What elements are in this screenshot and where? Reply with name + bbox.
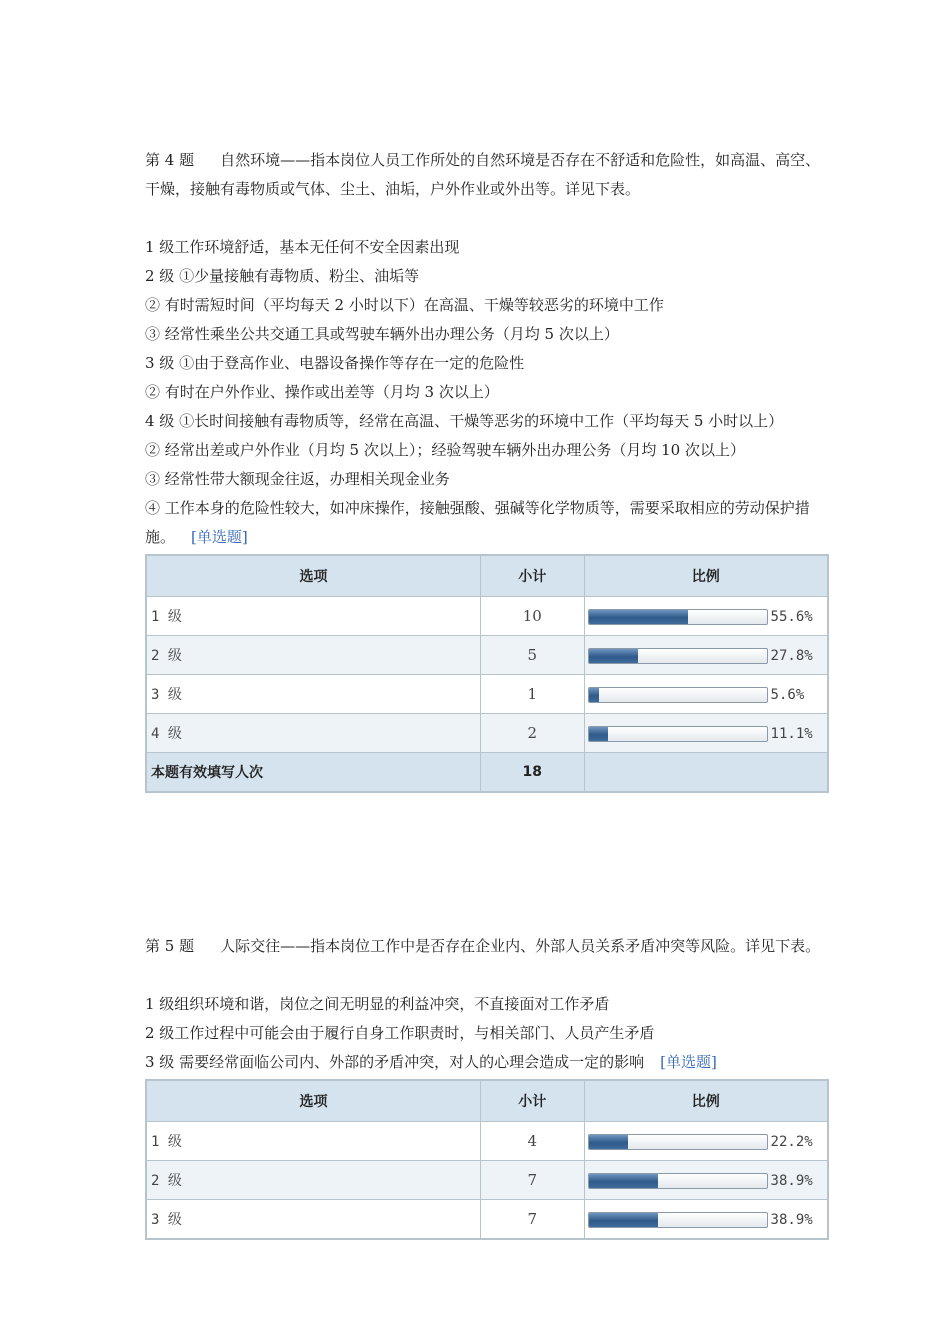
table-row [146, 597, 828, 636]
header-option: 选项 [146, 555, 480, 597]
ratio-percent: 55.6% [770, 609, 813, 625]
total-empty-cell [584, 753, 828, 793]
ratio-cell [584, 675, 828, 714]
option-label: 3 级 [146, 675, 480, 714]
option-count: 4 [480, 1122, 584, 1161]
ratio-cell [584, 1200, 828, 1240]
ratio-cell [584, 1122, 828, 1161]
progress-bar [588, 726, 768, 742]
option-count: 1 [480, 675, 584, 714]
q5-level-3 [145, 1048, 830, 1077]
q4-question-type-tag: [单选题] [191, 528, 248, 546]
progress-fill [589, 649, 638, 663]
header-count: 小计 [480, 555, 584, 597]
ratio-percent: 27.8% [770, 648, 813, 664]
option-label: 2 级 [146, 1161, 480, 1200]
progress-bar [588, 1173, 768, 1189]
table-header-row [146, 555, 828, 597]
ratio-percent: 5.6% [770, 687, 805, 703]
q5-level-1: 1 级组织环境和谐，岗位之间无明显的利益冲突，不直接面对工作矛盾 [145, 995, 610, 1013]
option-label: 1 级 [146, 597, 480, 636]
total-label: 本题有效填写人次 [146, 753, 480, 793]
ratio-cell [584, 714, 828, 753]
header-ratio: 比例 [584, 555, 828, 597]
q4-level-2c: ③ 经常性乘坐公共交通工具或驾驶车辆外出办理公务（月均 5 次以上） [145, 325, 619, 343]
question-4-intro [145, 146, 830, 204]
header-ratio: 比例 [584, 1080, 828, 1122]
progress-fill [589, 610, 688, 624]
table-total-row [146, 753, 828, 793]
progress-fill [589, 688, 599, 702]
question-4-description: 自然环境——指本岗位人员工作所处的自然环境是否存在不舒适和危险性，如高温、高空、干燥，接触有毒物质或气体、尘土、油垢，户外作业或外出等。详见下表。 [145, 151, 821, 198]
q4-level-4d [145, 494, 830, 552]
q4-level-3a: 3 级 ①由于登高作业、电器设备操作等存在一定的危险性 [145, 354, 525, 372]
q4-level-1: 1 级工作环境舒适，基本无任何不安全因素出现 [145, 238, 460, 256]
ratio-cell [584, 636, 828, 675]
ratio-percent: 11.1% [770, 726, 813, 742]
q5-stats-table [145, 1079, 829, 1240]
option-label: 2 级 [146, 636, 480, 675]
question-4 [145, 146, 830, 793]
table-row [146, 1200, 828, 1240]
option-count: 7 [480, 1200, 584, 1240]
ratio-percent: 22.2% [770, 1134, 813, 1150]
header-count: 小计 [480, 1080, 584, 1122]
q4-level-2b: ② 有时需短时间（平均每天 2 小时以下）在高温、干燥等较恶劣的环境中工作 [145, 296, 664, 314]
table-header-row [146, 1080, 828, 1122]
q4-level-4d-text: ④ 工作本身的危险性较大，如冲床操作，接触强酸、强碱等化学物质等，需要采取相应的劳动保护措施。 [145, 499, 810, 546]
total-count: 18 [480, 753, 584, 793]
question-5-description: 人际交往——指本岗位工作中是否存在企业内、外部人员关系矛盾冲突等风险。详见下表。 [220, 937, 821, 955]
option-count: 2 [480, 714, 584, 753]
option-count: 7 [480, 1161, 584, 1200]
progress-bar [588, 1212, 768, 1228]
ratio-percent: 38.9% [770, 1212, 813, 1228]
q4-level-4b: ② 经常出差或户外作业（月均 5 次以上）；经验驾驶车辆外出办理公务（月均 10 次以上） [145, 441, 745, 459]
q4-level-4c: ③ 经常性带大额现金往返，办理相关现金业务 [145, 470, 450, 488]
progress-fill [589, 727, 609, 741]
progress-bar [588, 687, 768, 703]
table-row [146, 714, 828, 753]
ratio-percent: 38.9% [770, 1173, 813, 1189]
table-row [146, 636, 828, 675]
q5-level-3-text: 3 级 需要经常面临公司内、外部的矛盾冲突，对人的心理会造成一定的影响 [145, 1053, 645, 1071]
question-5-intro [145, 932, 830, 961]
progress-bar [588, 1134, 768, 1150]
q5-question-type-tag: [单选题] [660, 1053, 717, 1071]
q4-stats-table [145, 554, 829, 793]
table-row [146, 675, 828, 714]
progress-bar [588, 648, 768, 664]
progress-bar [588, 609, 768, 625]
ratio-cell [584, 597, 828, 636]
option-count: 10 [480, 597, 584, 636]
option-label: 1 级 [146, 1122, 480, 1161]
ratio-cell [584, 1161, 828, 1200]
progress-fill [589, 1135, 629, 1149]
progress-fill [589, 1174, 658, 1188]
q4-level-3b: ② 有时在户外作业、操作或出差等（月均 3 次以上） [145, 383, 499, 401]
question-5-number: 第 5 题 [145, 937, 195, 955]
header-option: 选项 [146, 1080, 480, 1122]
question-5 [145, 932, 830, 1240]
q4-level-2a: 2 级 ①少量接触有毒物质、粉尘、油垢等 [145, 267, 420, 285]
table-row [146, 1161, 828, 1200]
option-count: 5 [480, 636, 584, 675]
progress-fill [589, 1213, 658, 1227]
q4-level-4a: 4 级 ①长时间接触有毒物质等，经常在高温、干燥等恶劣的环境中工作（平均每天 5 小时以上） [145, 412, 784, 430]
question-4-number: 第 4 题 [145, 151, 195, 169]
option-label: 3 级 [146, 1200, 480, 1240]
table-row [146, 1122, 828, 1161]
q5-level-2: 2 级工作过程中可能会由于履行自身工作职责时，与相关部门、人员产生矛盾 [145, 1024, 655, 1042]
option-label: 4 级 [146, 714, 480, 753]
